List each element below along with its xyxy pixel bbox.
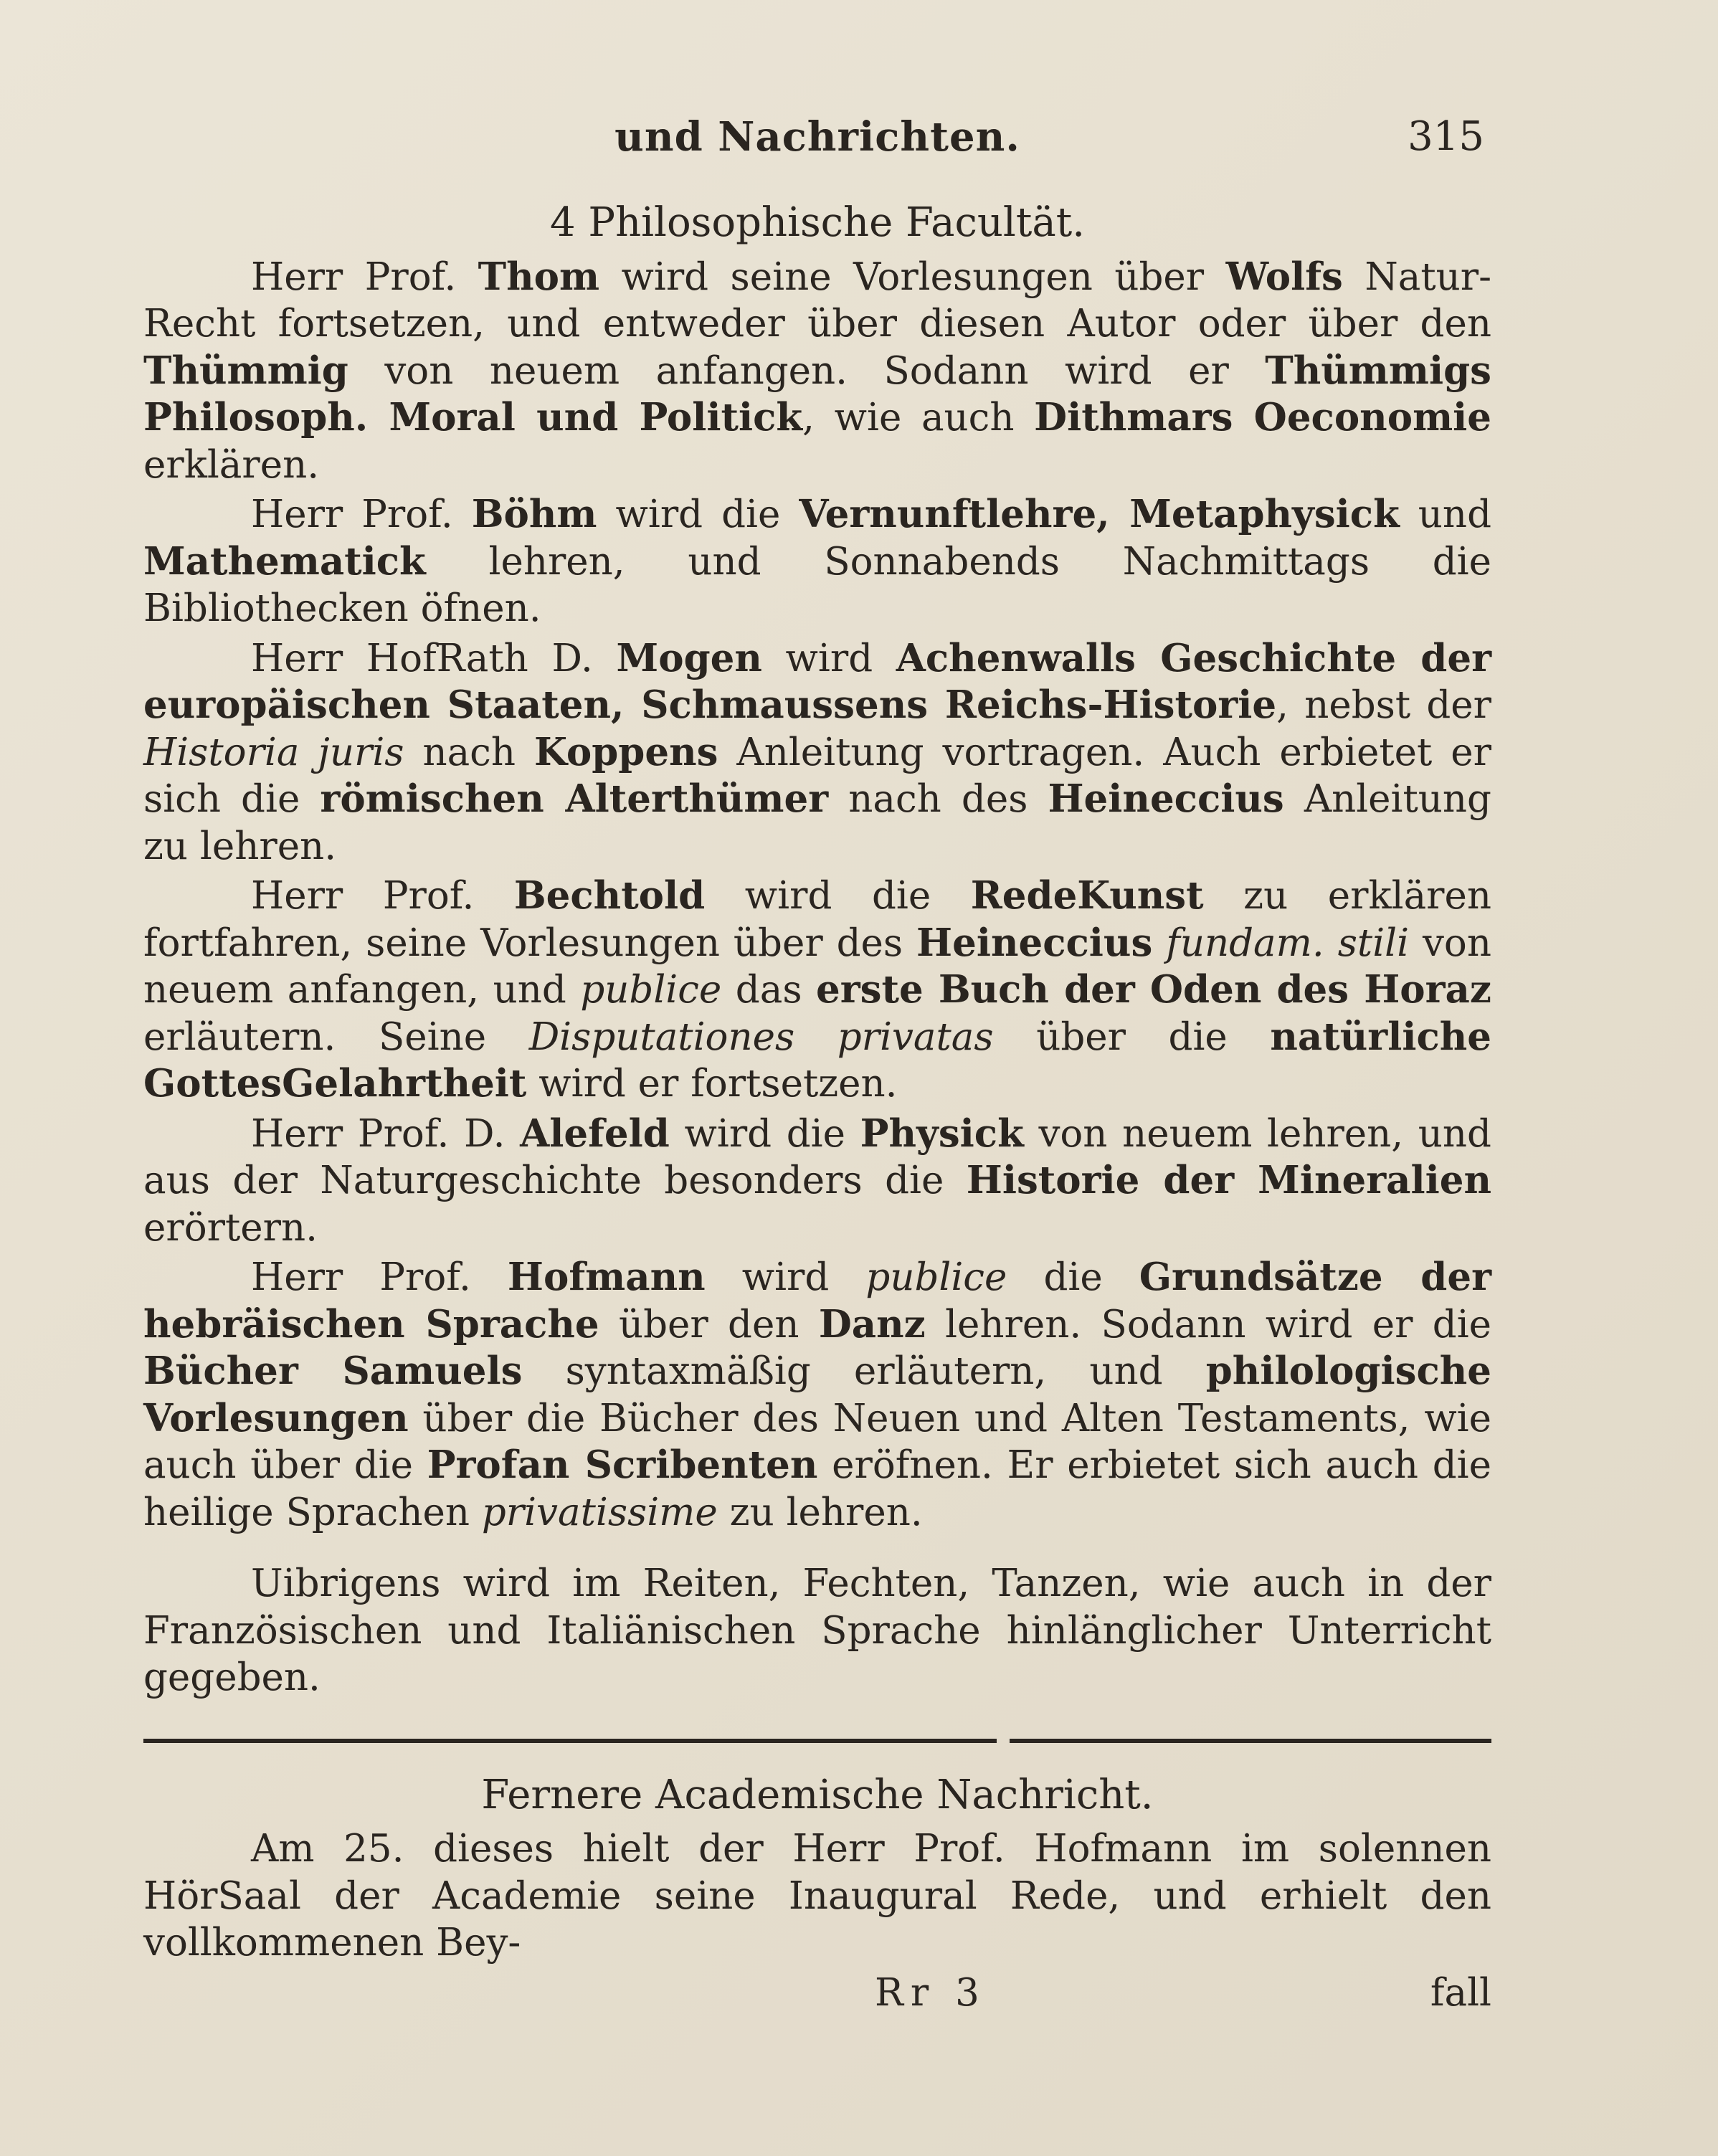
latin-phrase: fundam. stili — [1166, 921, 1410, 965]
text-run: Anleitung vortragen. Auch erbietet er sich die — [143, 730, 1491, 821]
running-title: und Nachrichten. — [614, 113, 1020, 161]
latin-phrase: publice — [865, 1255, 1007, 1299]
divider-left — [143, 1739, 997, 1743]
text-run: erläutern. Seine — [143, 1015, 529, 1059]
divider-right — [1010, 1739, 1491, 1743]
text-run: nach des — [828, 777, 1048, 821]
text-run: über die Bücher des Neuen und Alten Testaments, wie auch über die — [143, 1396, 1491, 1487]
text-run: Herr Prof. — [251, 255, 478, 299]
name-heineccius: Heineccius — [916, 920, 1153, 965]
paragraph-closing: Uibrigens wird im Reiten, Fechten, Tanzen, wie auch in der Französischen und Italiänischen Sprache hinlänglicher Unterricht gegeben. — [143, 1562, 1491, 1699]
subject: RedeKunst — [970, 873, 1204, 918]
text-run — [1152, 921, 1166, 965]
name-hofmann: Hofmann — [507, 1255, 706, 1299]
text-run: über den — [599, 1302, 819, 1347]
text-run: lehren. Sodann wird er die — [925, 1302, 1492, 1347]
text-run: nach — [404, 730, 534, 774]
name-bechtold: Bechtold — [513, 873, 706, 918]
text-run: wird die — [669, 1111, 860, 1156]
paragraph-mogen — [143, 635, 1491, 870]
text-run: das — [721, 968, 817, 1012]
subject: Mathematick — [143, 538, 426, 584]
name-thom: Thom — [478, 254, 600, 299]
subject: römischen Alterthümer — [320, 777, 829, 821]
running-head — [143, 113, 1491, 171]
text-run: über die — [993, 1015, 1271, 1059]
subject: Grundsätze der hebräischen Sprache — [143, 1255, 1491, 1347]
text-run: Anleitung zu lehren. — [143, 777, 1491, 868]
signature-mark: Rr 3 — [875, 1970, 987, 2015]
work-title: Dithmars Oeconomie — [1034, 395, 1491, 440]
name-thuemmig: Thümmig — [143, 348, 348, 393]
section-heading-philosophy: 4 Philosophische Facultät. — [549, 199, 1086, 246]
latin-phrase: Historia juris — [143, 730, 404, 774]
name-koppen: Koppens — [533, 729, 718, 774]
subject: Profan Scribenten — [427, 1443, 818, 1487]
page-footer — [143, 1970, 1491, 2017]
name-wolf: Wolfs — [1225, 254, 1343, 299]
paragraph-bechtold — [143, 873, 1491, 1108]
text-run: wird die — [705, 874, 971, 918]
text-run: syntaxmäßig erläutern, und — [522, 1349, 1206, 1393]
text-run: wird seine Vorlesungen über — [599, 255, 1226, 299]
text-run: wird die — [597, 493, 799, 536]
text-run: Herr Prof. D. — [251, 1111, 521, 1156]
text-run: und — [1399, 493, 1491, 536]
text-run: zu lehren. — [717, 1490, 923, 1534]
text-run: Herr Prof. — [251, 1255, 508, 1299]
text-run: Herr Prof. — [251, 874, 514, 918]
paragraph-boehm — [143, 491, 1491, 632]
subject: natürliche GottesGelahrtheit — [143, 1014, 1491, 1106]
name-alefeld: Alefeld — [520, 1111, 670, 1156]
text-run: , wie auch — [802, 396, 1035, 440]
subject: Vernunftlehre, Metaphysick — [799, 492, 1400, 536]
latin-phrase: privatissime — [481, 1490, 718, 1534]
text-run: die — [1007, 1255, 1139, 1299]
text-run: von neuem anfangen, und — [143, 921, 1491, 1012]
text-run: zu erklären fortfahren, seine Vorlesungen über des — [143, 874, 1491, 965]
text-run: von neuem anfangen. Sodann wird er — [348, 348, 1266, 393]
name-heineccius: Heineccius — [1048, 777, 1284, 821]
text-run: erörtern. — [143, 1205, 318, 1250]
text-run: lehren, und Sonnabends Nachmittags die Bibliothecken öfnen. — [143, 539, 1491, 630]
work-title: erste Buch der Oden des Horaz — [816, 967, 1491, 1012]
paragraph-hofmann — [143, 1254, 1491, 1536]
latin-phrase: Disputationes privatas — [528, 1015, 994, 1059]
text-run: Natur-Recht fortsetzen, und entweder über diesen Autor oder über den — [143, 255, 1491, 346]
subject: Physick — [860, 1111, 1024, 1156]
work-title: Thümmigs Philosoph. Moral und Politick — [143, 348, 1491, 440]
text-run: von neuem lehren, und aus der Naturgeschichte besonders die — [143, 1111, 1491, 1202]
name-boehm: Böhm — [471, 492, 597, 536]
work-title: Achenwalls Geschichte der europäischen Staaten, Schmaussens Reichs-Historie — [143, 635, 1491, 727]
subject: philologische Vorlesungen — [143, 1349, 1491, 1440]
paragraph-alefeld — [143, 1111, 1491, 1252]
page-number: 315 — [1408, 113, 1484, 160]
text-run: wird — [761, 636, 896, 680]
text-run: wird er fortsetzen. — [526, 1062, 898, 1106]
paragraph-news: Am 25. dieses hielt der Herr Prof. Hofmann im solennen HörSaal der Academie seine Inaugural Rede, und erhielt den vollkommenen Bey- — [143, 1827, 1491, 1965]
catchword: fall — [1430, 1970, 1491, 2015]
section-heading-news: Fernere Academische Nachricht. — [481, 1771, 1154, 1818]
text-run: Herr Prof. — [251, 493, 472, 536]
text-run: , nebst der — [1276, 683, 1491, 727]
subject: Historie der Mineralien — [966, 1158, 1491, 1202]
section-divider — [143, 1739, 1491, 1743]
text-run: wird — [705, 1255, 866, 1299]
name-danz: Danz — [818, 1301, 926, 1347]
work-title: Bücher Samuels — [143, 1349, 523, 1393]
text-run: Herr HofRath D. — [251, 636, 617, 680]
name-mogen: Mogen — [616, 635, 762, 680]
text-block — [143, 199, 1491, 2016]
latin-phrase: publice — [580, 968, 722, 1012]
text-run: eröfnen. Er erbietet sich auch die heilige Sprachen — [143, 1443, 1492, 1534]
paragraph-thom — [143, 254, 1491, 489]
text-run: erklären. — [143, 442, 320, 487]
